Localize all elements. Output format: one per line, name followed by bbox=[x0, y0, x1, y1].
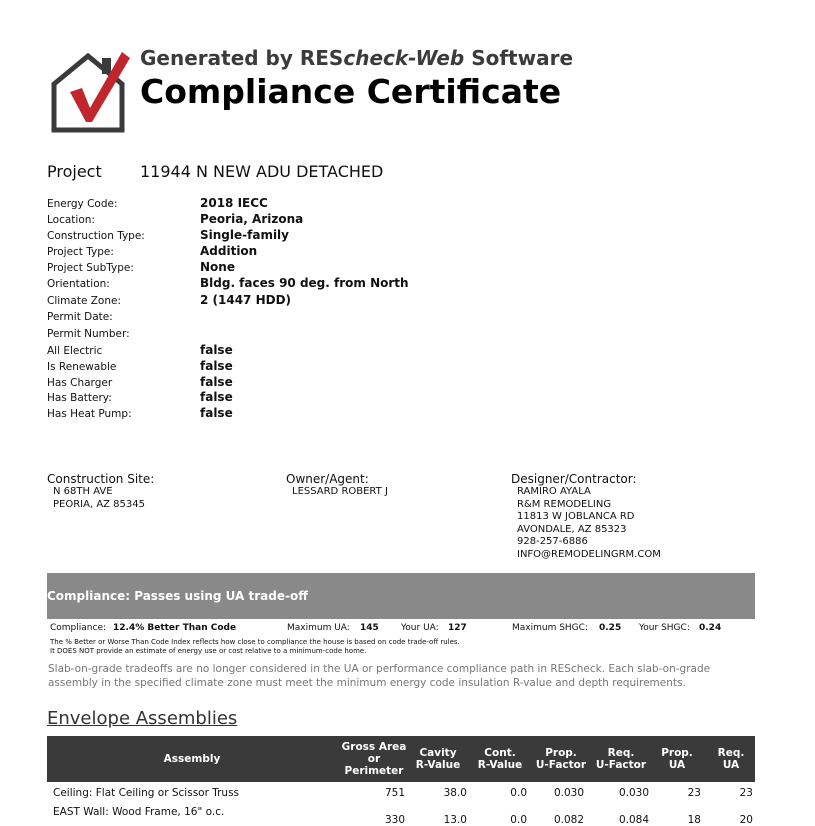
owner-name: LESSARD ROBERT J bbox=[292, 486, 388, 497]
designer-line: R&M REMODELING bbox=[517, 498, 612, 510]
rescheck-logo bbox=[50, 48, 130, 134]
info-row: Has Heat Pump: false bbox=[47, 406, 233, 420]
info-row: Has Battery: false bbox=[47, 390, 233, 404]
col-req-u: Req. U-Factor bbox=[595, 747, 647, 771]
designer-line: 11813 W JOBLANCA RD bbox=[517, 511, 635, 522]
designer-email: INFO@REMODELINGRM.COM bbox=[517, 548, 661, 560]
max-ua-value: 145 bbox=[360, 623, 379, 633]
designer-line: RAMIRO AYALA bbox=[517, 486, 591, 497]
info-row: Has Charger false bbox=[47, 375, 233, 389]
info-row: Construction Type: Single-family bbox=[47, 228, 289, 242]
construction-site bbox=[47, 472, 267, 511]
your-ua-value: 127 bbox=[448, 623, 467, 633]
table-row: EAST Wall: Wood Frame, 16" o.c. 330 13.0 0.0 0.082 0.084 18 20 bbox=[53, 806, 753, 826]
index-note: The % Better or Worse Than Code Index reflects how close to compliance the house is based on code trade-off rules. bbox=[50, 638, 460, 646]
info-row: Energy Code: 2018 IECC bbox=[47, 196, 268, 210]
info-row: Project Type: Addition bbox=[47, 244, 258, 258]
compliance-banner bbox=[47, 573, 755, 619]
col-assembly: Assembly bbox=[163, 753, 221, 765]
your-ua-label: Your UA: bbox=[401, 623, 439, 633]
col-gross-area: Gross Area or Perimeter bbox=[341, 741, 407, 777]
index-disclaimer: It DOES NOT provide an estimate of energy use or cost relative to a minimum-code home. bbox=[50, 647, 367, 655]
table-row: Ceiling: Flat Ceiling or Scissor Truss 751 38.0 0.0 0.030 0.030 23 23 bbox=[53, 787, 753, 799]
generated-by-line: Generated by REScheck-Web Software bbox=[140, 46, 574, 70]
envelope-table-header bbox=[47, 736, 755, 782]
owner-heading: Owner/Agent: bbox=[286, 472, 369, 486]
compliance-summary bbox=[50, 623, 755, 635]
slab-note: Slab-on-grade tradeoffs are no longer considered in the UA or performance compliance path in REScheck. Each slab-on-grade assembly in the specified climate zone must meet the minimum energy code insulation R-value and depth requirements. bbox=[48, 663, 711, 689]
max-shgc-label: Maximum SHGC: bbox=[512, 623, 588, 633]
col-prop-u: Prop. U-Factor bbox=[535, 747, 587, 771]
envelope-assemblies-heading: Envelope Assemblies bbox=[47, 708, 238, 729]
project-label: Project bbox=[47, 162, 102, 181]
your-shgc-label: Your SHGC: bbox=[639, 623, 690, 633]
document-title: Compliance Certificate bbox=[140, 72, 562, 111]
col-req-ua: Req. UA bbox=[717, 747, 745, 771]
designer-line: AVONDALE, AZ 85323 bbox=[517, 523, 627, 535]
site-address-line: PEORIA, AZ 85345 bbox=[53, 498, 145, 510]
info-row: Permit Date: bbox=[47, 311, 113, 323]
designer-heading: Designer/Contractor: bbox=[511, 472, 637, 486]
info-row: Is Renewable false bbox=[47, 359, 233, 373]
info-row: All Electric false bbox=[47, 343, 233, 357]
site-address-line: N 68TH AVE bbox=[53, 486, 113, 497]
col-prop-ua: Prop. UA bbox=[661, 747, 693, 771]
max-ua-label: Maximum UA: bbox=[287, 623, 350, 633]
your-shgc-value: 0.24 bbox=[699, 623, 722, 633]
info-row: Climate Zone: 2 (1447 HDD) bbox=[47, 293, 292, 307]
info-row: Location: Peoria, Arizona bbox=[47, 212, 304, 226]
project-name: 11944 N NEW ADU DETACHED bbox=[140, 162, 384, 181]
owner-agent bbox=[286, 472, 496, 499]
construction-site-heading: Construction Site: bbox=[47, 472, 155, 486]
info-row: Project SubType: None bbox=[47, 260, 235, 274]
project-info bbox=[47, 196, 497, 426]
designer-contractor bbox=[511, 472, 751, 561]
col-cont: Cont. R-Value bbox=[477, 747, 523, 771]
compliance-result: 12.4% Better Than Code bbox=[113, 623, 237, 633]
info-row: Permit Number: bbox=[47, 328, 130, 340]
info-row: Orientation: Bldg. faces 90 deg. from North bbox=[47, 276, 409, 290]
max-shgc-value: 0.25 bbox=[599, 623, 622, 633]
col-cavity: Cavity R-Value bbox=[415, 747, 461, 771]
compliance-banner-text: Compliance: Passes using UA trade-off bbox=[47, 589, 308, 603]
compliance-label: Compliance: bbox=[50, 623, 107, 633]
designer-line: 928-257-6886 bbox=[517, 536, 588, 547]
